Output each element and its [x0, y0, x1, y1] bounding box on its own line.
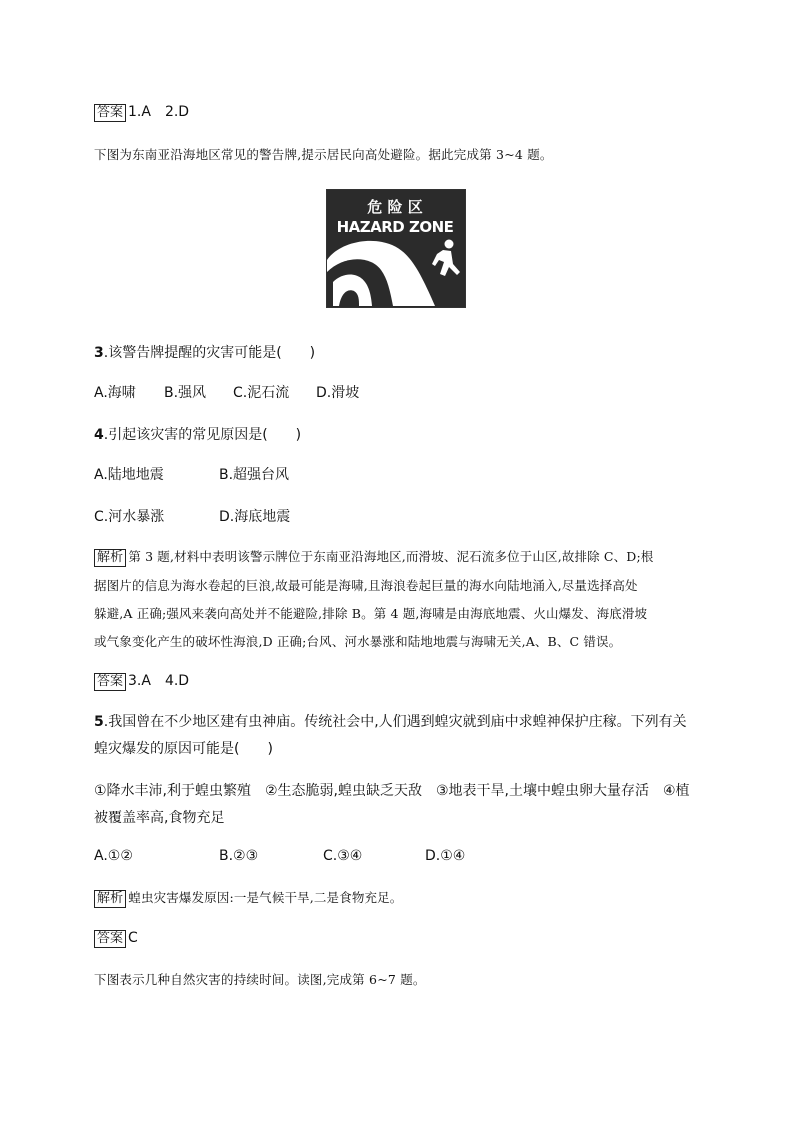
- answer-5: [94, 930, 138, 948]
- question-stem: .我国曾在不少地区建有虫神庙。传统社会中,人们遇到蝗灾就到庙中求蝗神保护庄稼。下列有关: [103, 714, 687, 730]
- question-5-line2: 蝗灾爆发的原因可能是( ): [94, 741, 273, 757]
- q5-choices-line2: 被覆盖率高,食物充足: [94, 810, 225, 826]
- question-number: 3: [94, 345, 104, 361]
- intro-3-4: 下图为东南亚沿海地区常见的警告牌,提示居民向高处避险。据此完成第 3~4 题。: [94, 147, 553, 162]
- question-stem: .该警告牌提醒的灾害可能是( ): [103, 345, 316, 361]
- question-number: 5: [94, 714, 104, 730]
- q3-option-c: C.泥石流: [233, 385, 290, 401]
- explanation-line: 据图片的信息为海水卷起的巨浪,故最可能是海啸,且海浪卷起巨量的海水向陆地涌入,尽量选择高处: [94, 578, 638, 593]
- q3-option-d: D.滑坡: [316, 385, 360, 401]
- q5-option-a: A.①②: [94, 848, 133, 864]
- question-5-line1: [94, 711, 687, 731]
- q5-option-b: B.②③: [219, 848, 259, 864]
- answer-tag: 答案: [94, 673, 126, 691]
- q4-option-a: A.陆地地震: [94, 467, 164, 483]
- answer-3-4: [94, 670, 189, 691]
- q4-option-b: B.超强台风: [219, 467, 290, 483]
- q3-option-a: A.海啸: [94, 385, 136, 401]
- q5-choices-line1: ①降水丰沛,利于蝗虫繁殖 ②生态脆弱,蝗虫缺乏天敌 ③地表干旱,土壤中蝗虫卵大量存活 ④植: [94, 783, 690, 799]
- q5-option-d: D.①④: [425, 848, 466, 864]
- q5-option-c: C.③④: [323, 848, 363, 864]
- intro-6-7: 下图表示几种自然灾害的持续时间。读图,完成第 6~7 题。: [94, 972, 426, 987]
- question-4: [94, 424, 301, 444]
- answer-text: 3.A 4.D: [128, 673, 190, 689]
- answer-1-2: [94, 101, 189, 122]
- answer-tag: 答案: [94, 930, 126, 948]
- q4-option-c: C.河水暴涨: [94, 509, 165, 525]
- explanation-line: 或气象变化产生的破坏性海浪,D 正确;台风、河水暴涨和陆地地震与海啸无关,A、B、C 错误。: [94, 634, 622, 649]
- q3-option-b: B.强风: [164, 385, 207, 401]
- answer-text: 1.A 2.D: [128, 104, 190, 120]
- sign-line1: 危 险 区: [367, 198, 423, 216]
- explanation-line: 解析 第 3 题,材料中表明该警示牌位于东南亚沿海地区,而滑坡、泥石流多位于山区,故排除 C、D;根: [94, 547, 704, 567]
- explanation-tag: 解析: [94, 549, 126, 567]
- question-number: 4: [94, 427, 104, 443]
- sign-line2: HAZARD ZONE: [336, 218, 454, 236]
- hazard-zone-sign-image: [326, 189, 466, 308]
- q4-option-d: D.海底地震: [219, 509, 291, 525]
- explanation-line: 躲避,A 正确;强风来袭向高处并不能避险,排除 B。第 4 题,海啸是由海底地震、火山爆发、海底滑坡: [94, 606, 648, 621]
- answer-text: C: [128, 930, 138, 946]
- question-3: [94, 342, 315, 362]
- answer-tag: 答案: [94, 104, 126, 122]
- explanation-5: 解析 蝗虫灾害爆发原因:一是气候干旱,二是食物充足。: [94, 888, 704, 908]
- explanation-tag: 解析: [94, 890, 126, 908]
- question-stem: .引起该灾害的常见原因是( ): [103, 427, 302, 443]
